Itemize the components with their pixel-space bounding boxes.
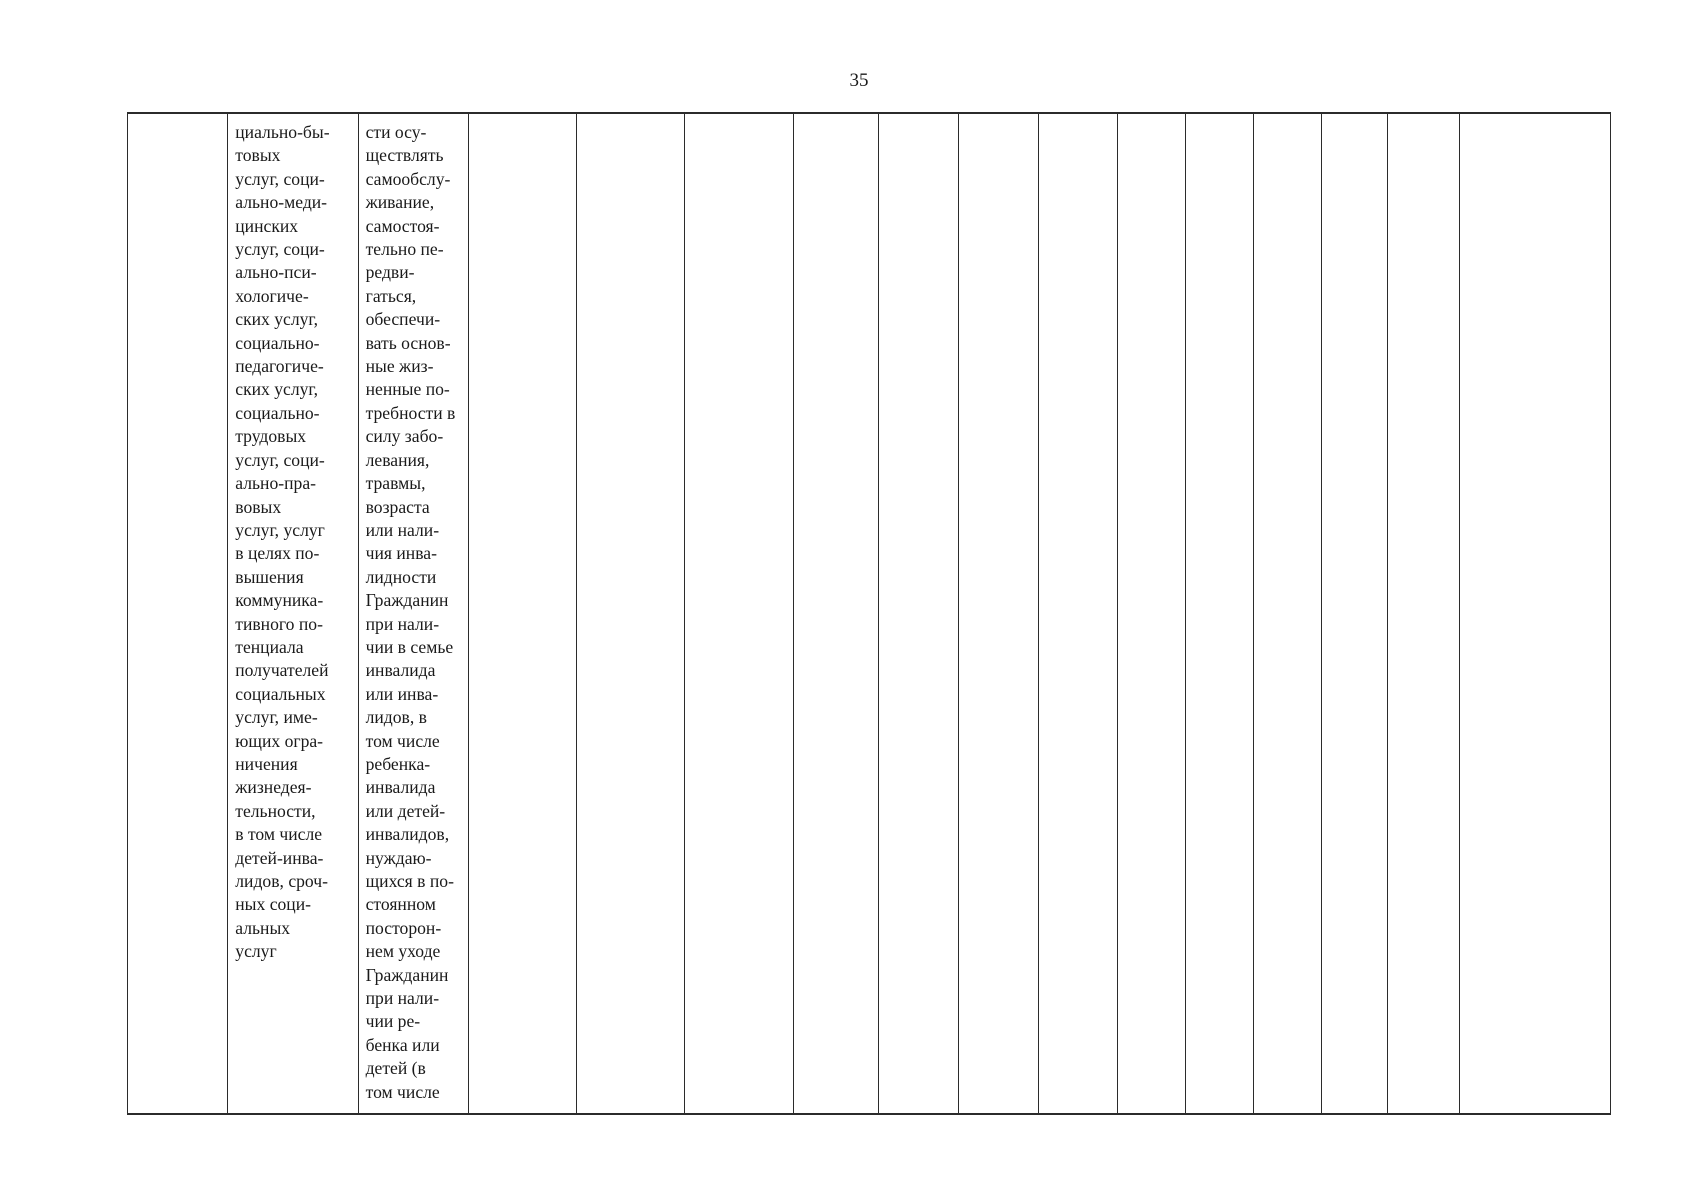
table-cell-col15: [1388, 113, 1460, 1114]
table-cell-col3: [358, 113, 468, 1114]
table-cell-col5: [577, 113, 685, 1114]
table-cell-col16: [1460, 113, 1611, 1114]
table-cell-col6: [685, 113, 793, 1114]
page-number: 35: [849, 70, 869, 91]
services-description-text: циально-бы- товых услуг, соци- ально-меди- цинских услуг, соци- ально-пси- хологиче- ских услуг, социально- педагогиче- ских услуг, социально- трудовых услуг, соци- ально-пра- вовых услуг, услуг в целях по- вышения коммуника- тивного по- тенциала получателей социальных услуг, име- ющих огра- ничения жизнедея- тельности, в том числе детей-инва- лидов, сроч- ных соци- альных услуг: [235, 122, 330, 962]
table-cell-col8: [878, 113, 958, 1114]
table-cell-col12: [1185, 113, 1253, 1114]
table-cell-col1: [128, 113, 228, 1114]
table-cell-col14: [1322, 113, 1388, 1114]
table-cell-col10: [1039, 113, 1117, 1114]
table-cell-col9: [959, 113, 1039, 1114]
table-cell-col7: [793, 113, 878, 1114]
table-cell-col4: [468, 113, 576, 1114]
eligibility-criteria-text: сти осу- ществлять самообслу- живание, самостоя- тельно пе- редви- гаться, обеспечи- вать основ- ные жиз- ненные по- требности в силу забо- левания, травмы, возраста или нали- чия инва- лидности Гражданин при нали- чии в семье инвалида или инва- лидов, в том числе ребенка- инвалида или детей- инвалидов, нуждаю- щихся в по- стоянном посторон- нем уходе Гражданин при нали- чии ре- бенка или детей (в том числе: [365, 122, 456, 1102]
table-cell-col13: [1253, 113, 1321, 1114]
document-table: [127, 112, 1611, 1115]
table-cell-col2: [228, 113, 358, 1114]
table-cell-col11: [1117, 113, 1185, 1114]
table-row: [128, 113, 1611, 1114]
